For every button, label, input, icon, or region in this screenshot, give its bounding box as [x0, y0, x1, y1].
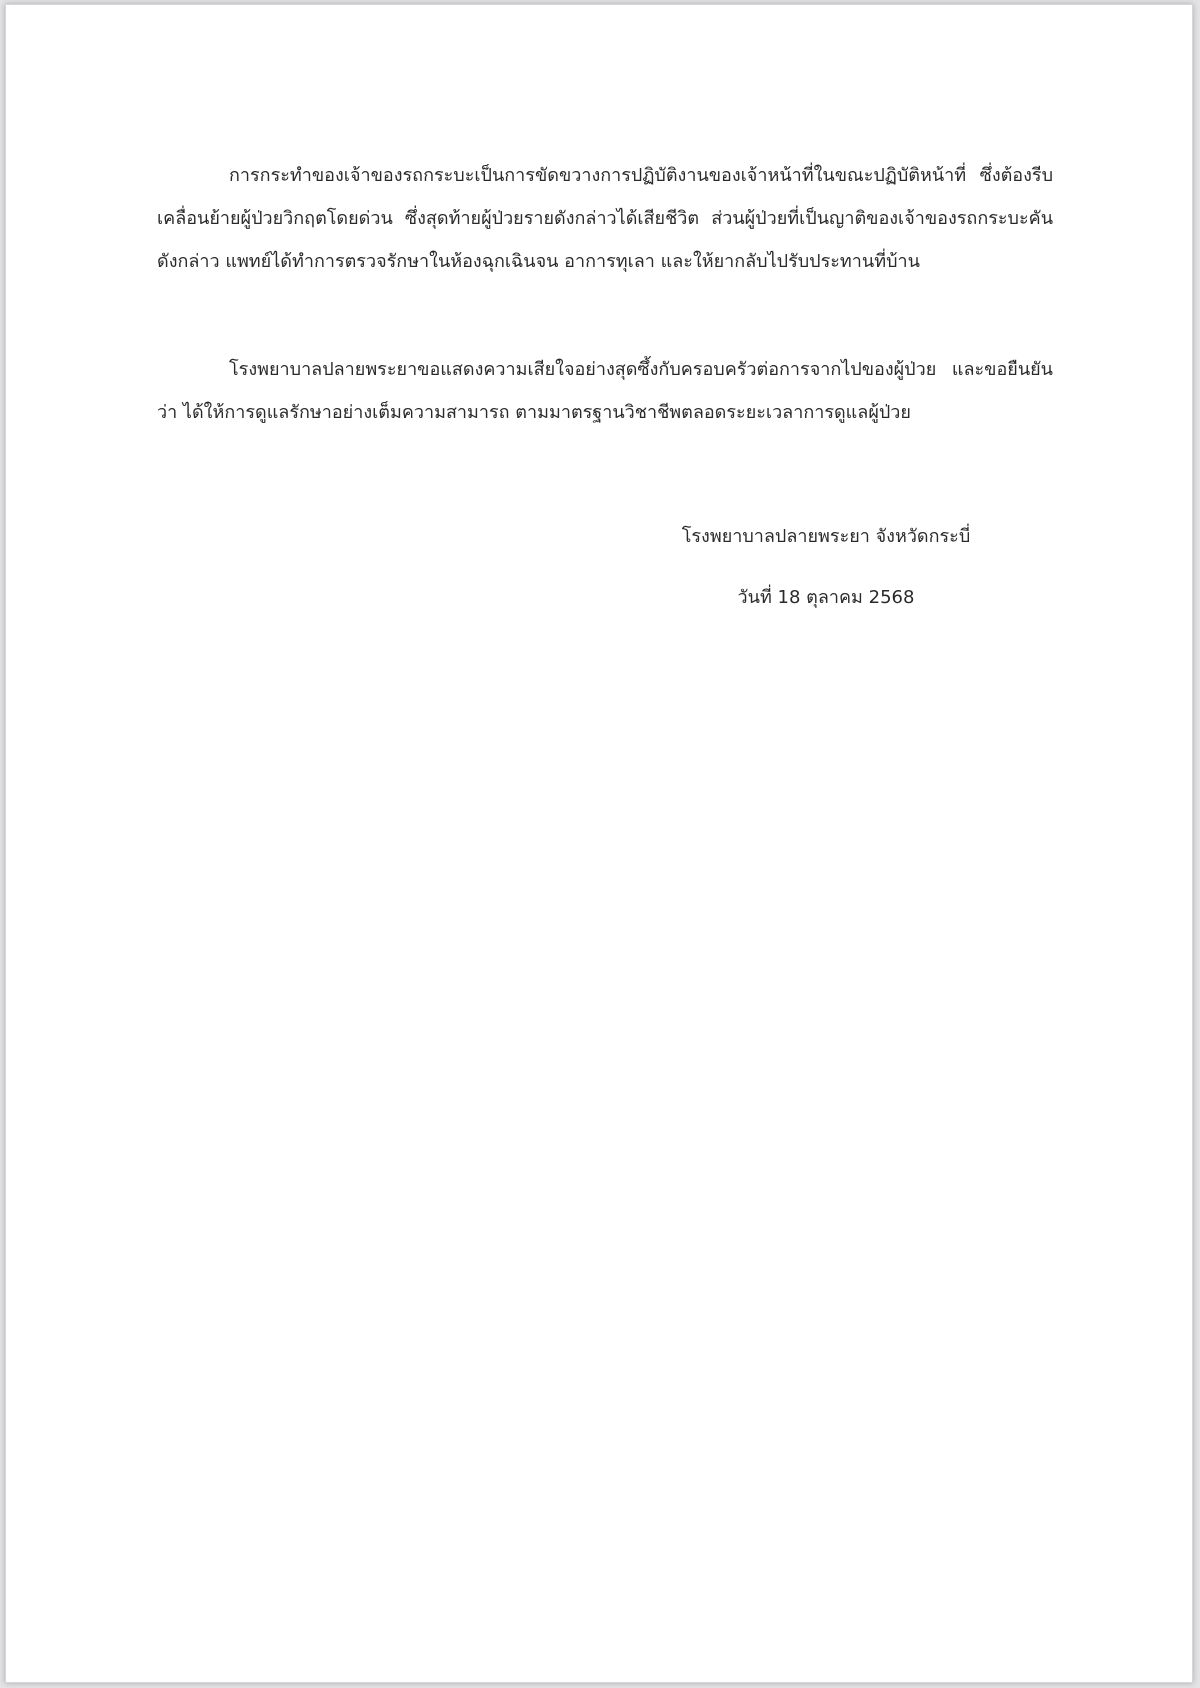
- body-paragraph-2: โรงพยาบาลปลายพระยาขอแสดงความเสียใจอย่างสุดซึ้งกับครอบครัวต่อการจากไปของผู้ป่วย และขอยืนยันว่า ได้ให้การดูแลรักษาอย่างเต็มความสามารถ ตามมาตรฐานวิชาชีพตลอดระยะเวลาการดูแลผู้ป่วย: [157, 359, 1053, 423]
- signature-organization: โรงพยาบาลปลายพระยา จังหวัดกระบี่: [681, 526, 971, 547]
- body-paragraph-1: การกระทำของเจ้าของรถกระบะเป็นการขัดขวางการปฏิบัติงานของเจ้าหน้าที่ในขณะปฏิบัติหน้าที่ ซึ่งต้องรีบเคลื่อนย้ายผู้ป่วยวิกฤตโดยด่วน ซึ่งสุดท้ายผู้ป่วยรายดังกล่าวได้เสียชีวิต ส่วนผู้ป่วยที่เป็นญาติของเจ้าของรถกระบะคันดังกล่าว แพทย์ได้ทำการตรวจรักษาในห้องฉุกเฉินจน อาการทุเลา และให้ยากลับไปรับประทานที่บ้าน: [157, 165, 1053, 272]
- document-page: [5, 4, 1193, 1683]
- signature-date: วันที่ 18 ตุลาคม 2568: [737, 587, 915, 608]
